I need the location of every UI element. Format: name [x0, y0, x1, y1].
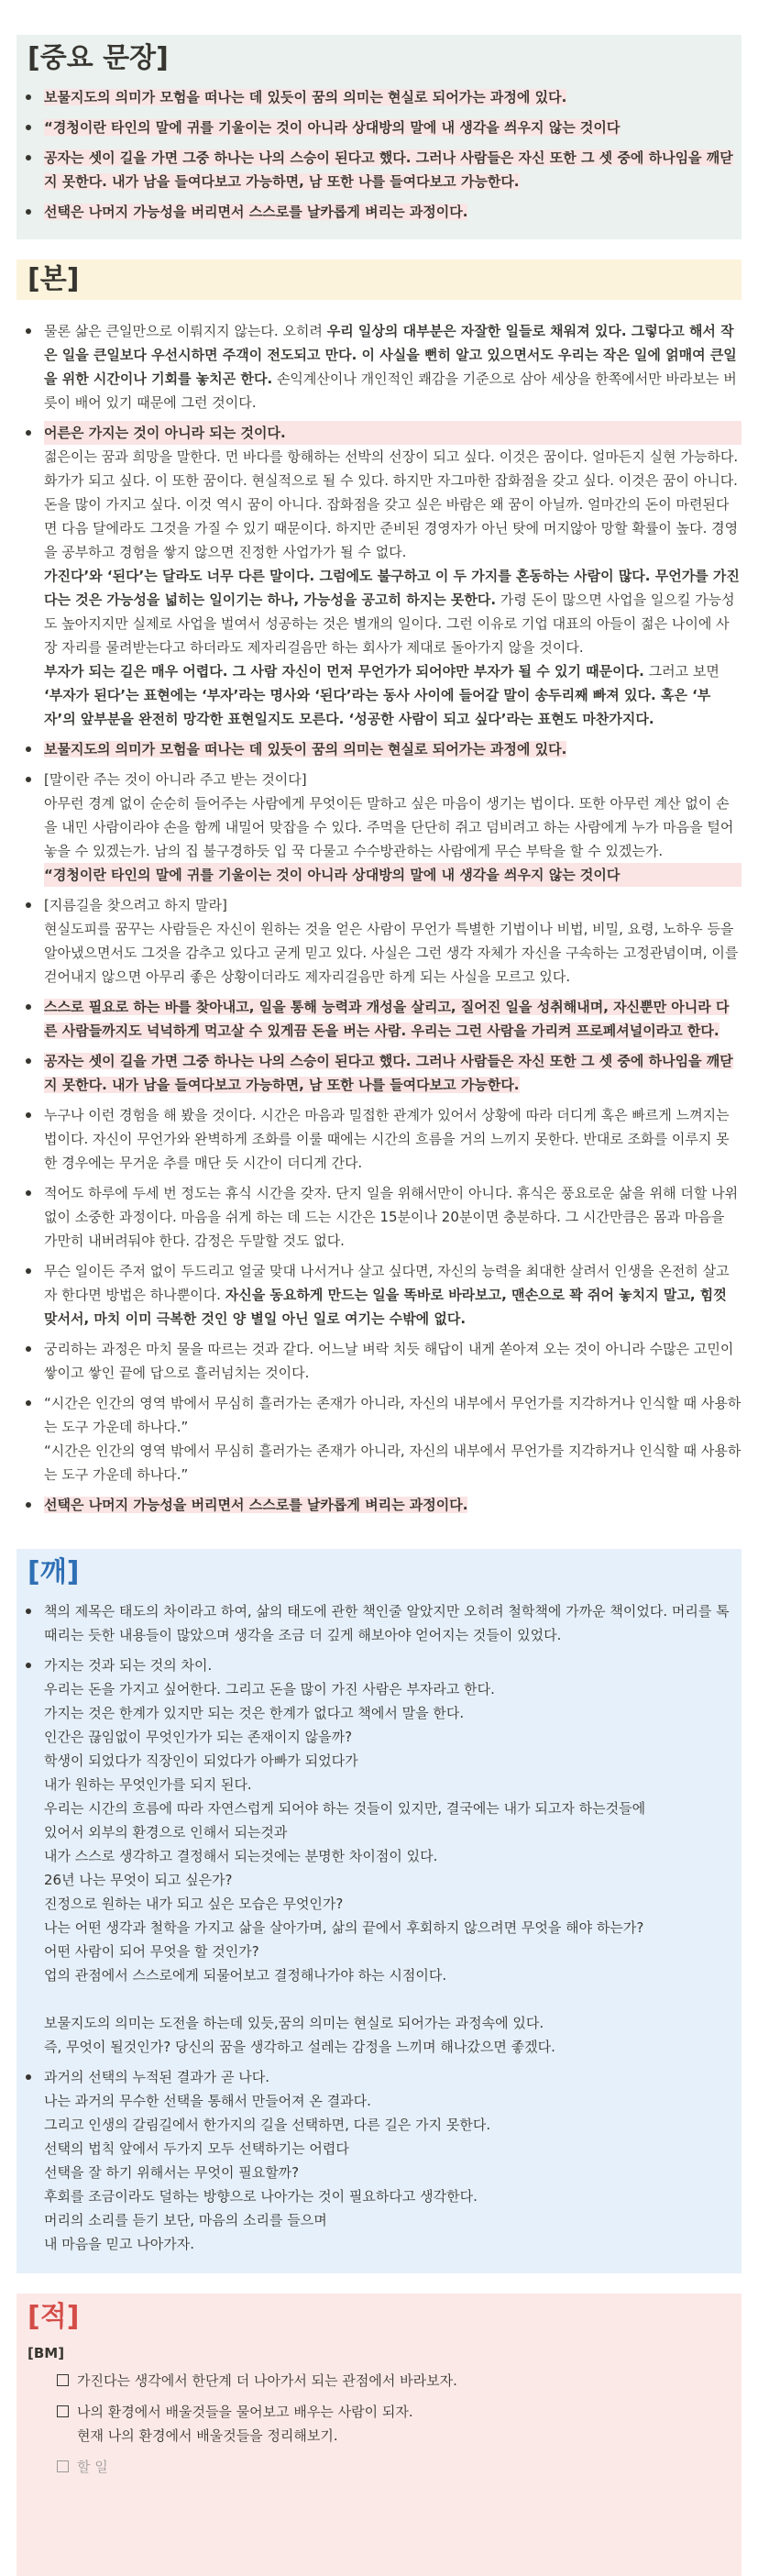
list-item: [말이란 주는 것이 아니라 주고 받는 것이다] 아무런 경계 없이 순순히 들어주는 사람에게 무엇이든 말하고 싶은 마음이 생기는 법이다. 또한 아무런 계산 없이 손을 내민 사람이라야 손을 함께 내밀어 맞잡을 수 있다. 주먹을 단단히 쥐고 덤비려고 하는 사람에게 누가 마음을 털어놓을 수 있겠는가. 남의 집 불구경하듯 입 꾹 다물고 수수방관하는 사람에게 무슨 부탁을 할 수 있겠는가. “경청이란 타인의 말에 귀를 기울이는 것이 아니라 상대방의 말에 내 생각을 씌우지 않는 것이다 [16, 768, 742, 887]
body-list [16, 319, 742, 1517]
list-item: 가지는 것과 되는 것의 차이. 우리는 돈을 가지고 싶어한다. 그리고 돈을 많이 가진 사람은 부자라고 한다. 가지는 것은 한계가 있지만 되는 것은 한계가 없다고 책에서 말을 한다. 인간은 끊임없이 무엇인가가 되는 존재이지 않을까? 학생이 되었다가 직장인이 되었다가 아빠가 되었다가 내가 원하는 무엇인가를 되지 된다. 우리는 시간의 흐름에 따라 자연스럽게 되어야 하는 것들이 있지만, 결국에는 내가 되고자 하는것들에 있어서 외부의 환경으로 인해서 되는것과 내가 스스로 생각하고 결정해서 되는것에는 분명한 차이점이 있다. 26년 나는 무엇이 되고 싶은가? 진정으로 원하는 내가 되고 싶은 모습은 무엇인가? 나는 어떤 생각과 철학을 가지고 삶을 살아가며, 삶의 끝에서 후회하지 않으려면 무엇을 해야 하는가? 어떤 사람이 되어 무엇을 할 것인가? 업의 관점에서 스스로에게 되물어보고 결정해나가야 하는 시점이다. 보물지도의 의미는 도전을 하는데 있듯,꿈의 의미는 현실로 되어가는 과정속에 있다. 즉, 무엇이 될것인가? 당신의 꿈을 생각하고 설레는 감정을 느끼며 해나갔으면 좋겠다. [16, 1653, 742, 2059]
list-item: 어른은 가지는 것이 아니라 되는 것이다. 젊은이는 꿈과 희망을 말한다. 먼 바다를 항해하는 선박의 선장이 되고 싶다. 이것은 꿈이다. 얼마든지 실현 가능하다. 화가가 되고 싶다. 이 또한 꿈이다. 현실적으로 될 수 있다. 하지만 자그마한 잡화점을 갖고 싶다. 이것은 꿈이 아니다. 돈을 많이 가지고 싶다. 이것 역시 꿈이 아니다. 잡화점을 갖고 싶은 바람은 왜 꿈이 아닐까. 얼마간의 돈이 마련된다면 다음 달에라도 그것을 가질 수 있기 때문이다. 하지만 준비된 경영자가 아닌 탓에 머지않아 망할 확률이 높다. 경영을 공부하고 경험을 쌓지 않으면 진정한 사업가가 될 수 없다. 가진다’와 ‘된다’는 달라도 너무 다른 말이다. 그럼에도 불구하고 이 두 가지를 혼동하는 사람이 많다. 무언가를 가진다는 것은 가능성을 넓히는 일이기는 하나, 가능성을 공고히 하지는 못한다. 가령 돈이 많으면 사업을 일으킬 가능성도 높아지지만 실제로 사업을 벌여서 성공하는 것은 별개의 일이다. 그런 이유로 기업 대표의 아들이 젊은 나이에 사장 자리를 물려받는다고 하더라도 제자리걸음만 하는 회사가 제대로 돌아가지 않을 것이다. 부자가 되는 길은 매우 어렵다. 그 사람 자신이 먼저 무언가가 되어야만 부자가 될 수 있기 때문이다. 그러고 보면 ‘부자가 된다’는 표현에는 ‘부자’라는 명사와 ‘된다’라는 동사 사이에 들어갈 말이 송두리째 빠져 있다. 혹은 ‘부자’의 앞부분을 완전히 망각한 표현일지도 모른다. ‘성공한 사람이 되고 싶다’라는 표현도 마찬가지다. [16, 421, 742, 731]
key-sentences-list [16, 85, 742, 224]
insight-block [16, 1549, 742, 2273]
body-heading: [본] [16, 260, 742, 300]
key-sentences-heading: [중요 문장] [16, 39, 742, 79]
body-block [16, 300, 742, 1529]
list-item: 선택은 나머지 가능성을 버리면서 스스로를 날카롭게 벼리는 과정이다. [16, 1493, 742, 1517]
list-item: 누구나 이런 경험을 해 봤을 것이다. 시간은 마음과 밀접한 관계가 있어서 상황에 따라 더디게 혹은 빠르게 느껴지는 법이다. 자신이 무언가와 완벽하게 조화를 이룰 때에는 시간의 흐름을 거의 느끼지 못한다. 반대로 조화를 이루지 못한 경우에는 무거운 추를 매단 듯 시간이 더디게 간다. [16, 1103, 742, 1175]
list-item: 무슨 일이든 주저 없이 두드리고 얼굴 맞대 나서거나 살고 싶다면, 자신의 능력을 최대한 살려서 인생을 온전히 살고자 한다면 방법은 하나뿐이다. 자신을 동요하게 만드는 일을 똑바로 바라보고, 맨손으로 꽉 쥐어 놓치지 말고, 힘껏 맞서서, 마치 이미 극복한 것인 양 별일 아닌 일로 여기는 수밖에 없다. [16, 1259, 742, 1331]
list-item: 스스로 필요로 하는 바를 찾아내고, 일을 통해 능력과 개성을 살리고, 질어진 일을 성취해내며, 자신뿐만 아니라 다른 사람들까지도 넉넉하게 먹고살 수 있게끔 돈을 버는 사람. 우리는 그런 사람을 가리켜 프로페셔널이라고 한다. [16, 995, 742, 1043]
apply-heading: [적] [27, 2297, 731, 2338]
list-item: 궁리하는 과정은 마치 물을 따르는 것과 같다. 어느날 벼락 치듯 해답이 내게 쏟아져 오는 것이 아니라 수많은 고민이 쌓이고 쌓인 끝에 답으로 흘러넘치는 것이다. [16, 1337, 742, 1385]
list-item: 선택은 나머지 가능성을 버리면서 스스로를 날카롭게 벼리는 과정이다. [16, 200, 742, 224]
apply-block [16, 2294, 742, 2576]
list-item: “경청이란 타인의 말에 귀를 기울이는 것이 아니라 상대방의 말에 내 생각을 씌우지 않는 것이다 [16, 116, 742, 139]
insight-list [16, 1599, 742, 2256]
checkbox[interactable] [57, 2460, 69, 2472]
key-sentences-block [16, 35, 742, 239]
list-item: 공자는 셋이 길을 가면 그중 하나는 나의 스승이 된다고 했다. 그러나 사람들은 자신 또한 그 셋 중에 하나임을 깨닫지 못한다. 내가 남을 들여다보고 가능하면, 남 또한 나를 들여다보고 가능한다. [16, 146, 742, 193]
checkbox[interactable] [57, 2405, 69, 2417]
insight-heading: [깨] [16, 1553, 742, 1593]
bm-label: [BM] [27, 2345, 65, 2361]
list-item: 물론 삶은 큰일만으로 이뤄지지 않는다. 오히려 우리 일상의 대부분은 자잘한 일들로 채워져 있다. 그렇다고 해서 작은 일을 큰일보다 우선시하면 주객이 전도되고 만다. 이 사실을 뻔히 알고 있으면서도 우리는 작은 일에 얽매여 큰일을 위한 시간이나 기회를 놓치곤 한다. 손익계산이나 개인적인 쾌감을 기준으로 삼아 세상을 한쪽에서만 바라보는 버릇이 배어 있기 때문에 그런 것이다. [16, 319, 742, 415]
list-item: “시간은 인간의 영역 밖에서 무심히 흘러가는 존재가 아니라, 자신의 내부에서 무언가를 지각하거나 인식할 때 사용하는 도구 가운데 하나다.” “시간은 인간의 영역 밖에서 무심히 흘러가는 존재가 아니라, 자신의 내부에서 무언가를 지각하거나 인식할 때 사용하는 도구 가운데 하나다.” [16, 1391, 742, 1487]
list-item: 과거의 선택의 누적된 결과가 곧 나다. 나는 과거의 무수한 선택을 통해서 만들어져 온 결과다. 그리고 인생의 갈림길에서 한가지의 길을 선택하면, 다른 길은 가지 못한다. 선택의 법칙 앞에서 두가지 모두 선택하기는 어렵다 선택을 잘 하기 위해서는 무엇이 필요할까? 후회를 조금이라도 덜하는 방향으로 나아가는 것이 필요하다고 생각한다. 머리의 소리를 듣기 보단, 마음의 소리를 들으며 내 마음을 믿고 나아가자. [16, 2065, 742, 2256]
todo-item: 가진다는 생각에서 한단계 더 나아가서 되는 관점에서 바라보자. [46, 2369, 731, 2393]
list-item: 책의 제목은 태도의 차이라고 하여, 삶의 태도에 관한 책인줄 알았지만 오히려 철학책에 가까운 책이었다. 머리를 톡 때리는 듯한 내용들이 많았으며 생각을 조금 더 깊게 해보아야 얻어지는 것들이 있었다. [16, 1599, 742, 1647]
todo-item-placeholder[interactable]: 할 일 [46, 2455, 731, 2479]
list-item: [지름길을 찾으려고 하지 말라] 현실도피를 꿈꾸는 사람들은 자신이 원하는 것을 얻은 사람이 무언가 특별한 기법이나 비법, 비밀, 요령, 노하우 등을 알아냈으면서도 그것을 감추고 있다고 굳게 믿고 있다. 사실은 그런 생각 자체가 자신을 구속하는 고정관념이며, 이를 걷어내지 않으면 아무리 좋은 상황이더라도 제자리걸음만 하게 되는 사실을 모르고 있다. [16, 893, 742, 989]
list-item: 적어도 하루에 두세 번 정도는 휴식 시간을 갖자. 단지 일을 위해서만이 아니다. 휴식은 풍요로운 삶을 위해 더할 나위 없이 소중한 과정이다. 마음을 쉬게 하는 데 드는 시간은 15분이나 20분이면 충분하다. 그 시간만큼은 몸과 마음을 가만히 내버려둬야 한다. 감정은 두말할 것도 없다. [16, 1181, 742, 1253]
list-item: 보물지도의 의미가 모험을 떠나는 데 있듯이 꿈의 의미는 현실로 되어가는 과정에 있다. [16, 737, 742, 761]
list-item: 보물지도의 의미가 모험을 떠나는 데 있듯이 꿈의 의미는 현실로 되어가는 과정에 있다. [16, 85, 742, 109]
todo-item: 나의 환경에서 배울것들을 물어보고 배우는 사람이 되자. 현재 나의 환경에서 배울것들을 정리해보기. [46, 2400, 731, 2448]
checkbox[interactable] [57, 2374, 69, 2386]
list-item: 공자는 셋이 길을 가면 그중 하나는 나의 스승이 된다고 했다. 그러나 사람들은 자신 또한 그 셋 중에 하나임을 깨닫지 못한다. 내가 남을 들여다보고 가능하면, 남 또한 나를 들여다보고 가능한다. [16, 1049, 742, 1097]
